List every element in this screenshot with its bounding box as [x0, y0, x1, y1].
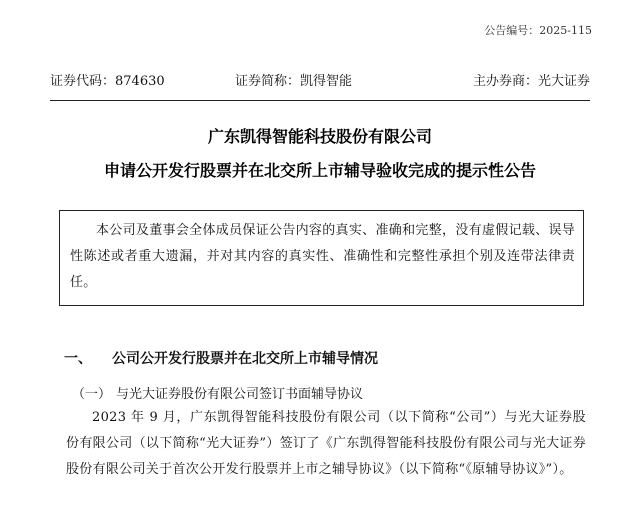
notice-text: 本公司及董事会全体成员保证公告内容的真实、准确和完整，没有虚假记载、误导性陈述或者重大遗漏，并对其内容的真实性、准确性和完整性承担个别及连带法律责任。 [70, 223, 575, 290]
subsection-number: （一） [72, 387, 112, 402]
securities-short-name: 证券简称：凯得智能 [235, 74, 353, 89]
company-title: 广东凯得智能科技股份有限公司 [207, 127, 432, 146]
document-header [50, 70, 590, 90]
section-number: 一、 [64, 351, 92, 367]
header-divider [50, 100, 590, 101]
subsection-title: 与光大证券股份有限公司签订书面辅导协议 [116, 387, 364, 402]
announcement-number: 公告编号：2025-115 [484, 24, 592, 37]
body-paragraph: 2023 年 9 月，广东凯得智能科技股份有限公司（以下简称“公司”）与光大证券股份有限公司（以下简称“光大证券”）签订了《广东凯得智能科技股份有限公司与光大证券股份有限公司关于首次公开发行股票并上市之辅导协议》（以下简称“《原辅导协议》”）。 [66, 410, 586, 477]
section-title: 公司公开发行股票并在北交所上市辅导情况 [112, 351, 378, 367]
sponsor-broker: 主办券商：光大证券 [472, 74, 590, 89]
section-heading [64, 348, 378, 368]
subsection-heading [72, 383, 363, 402]
board-guarantee-notice [59, 210, 584, 306]
announcement-title: 申请公开发行股票并在北交所上市辅导验收完成的提示性公告 [103, 161, 536, 180]
securities-code: 证券代码：874630 [50, 74, 165, 89]
body-paragraph-container [66, 405, 586, 483]
